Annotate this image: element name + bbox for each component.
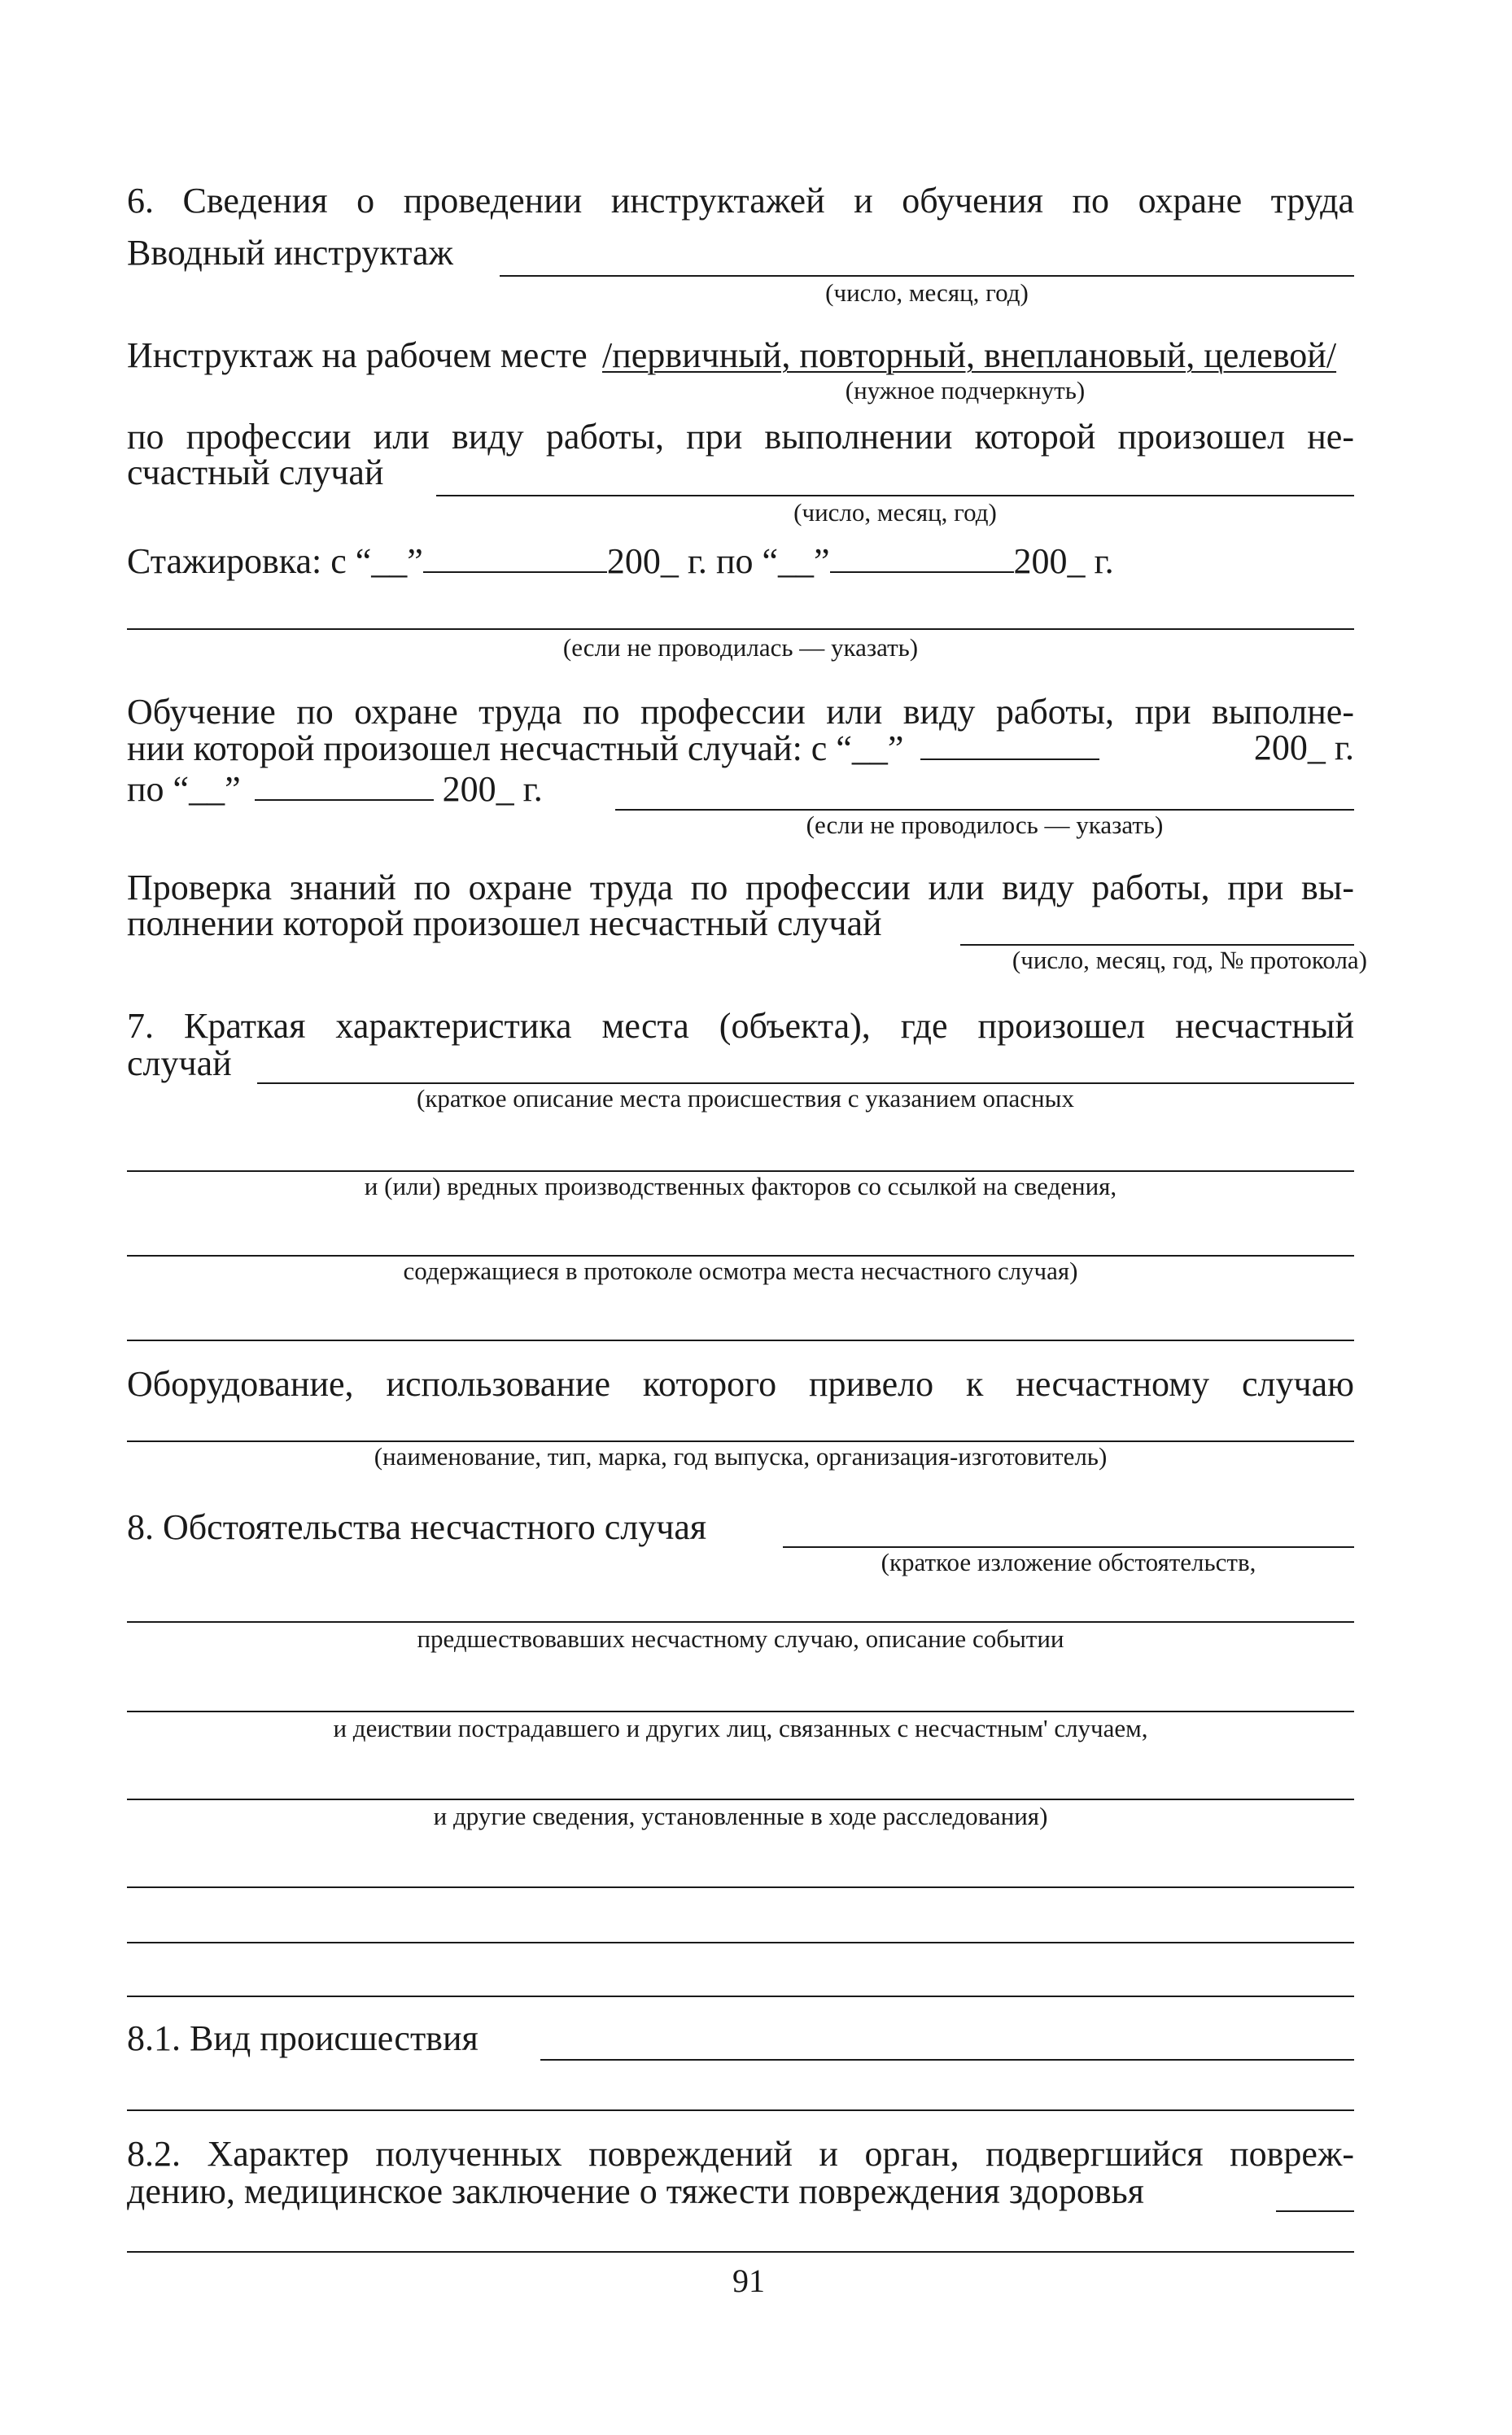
training-text-line2 xyxy=(127,728,1354,769)
internship-end-month-field[interactable] xyxy=(830,540,1014,573)
injuries-field-1[interactable] xyxy=(1276,2210,1354,2212)
section-7-line2: случай xyxy=(127,1043,232,1083)
intro-briefing-field[interactable] xyxy=(500,275,1354,277)
incident-type-field[interactable] xyxy=(540,2059,1354,2061)
workplace-briefing-options: /первичный, повторный, внеплановый, целевой/ xyxy=(602,335,1337,375)
internship-po: по xyxy=(715,541,754,581)
internship-label: Стажировка: с xyxy=(127,541,347,581)
equipment-label: Оборудование, использование которого привело к несчастному случаю xyxy=(127,1364,1354,1404)
circumstances-hint-3: и деиствии пострадавшего и других лиц, связанных с несчастным' случаем, xyxy=(333,1714,1148,1742)
training-po: по xyxy=(127,769,164,809)
injuries-line1: 8.2. Характер полученных повреждений и орган, подвергшийся повреж- xyxy=(127,2134,1354,2174)
page-number: 91 xyxy=(732,2262,765,2299)
profession-text-line1: по профессии или виду работы, при выполнении которой произошел не- xyxy=(127,417,1354,457)
knowledge-check-line1: Проверка знаний по охране труда по профессии или виду работы, при вы- xyxy=(127,868,1354,907)
training-start-month-field[interactable] xyxy=(920,728,1099,760)
date-hint: (число, месяц, год) xyxy=(825,278,1029,307)
knowledge-check-line2: полнении которой произошел несчастный случай xyxy=(127,903,882,943)
underline-hint: (нужное подчеркнуть) xyxy=(845,376,1086,404)
internship-start-year: 200_ г. xyxy=(606,541,707,581)
place-hint-2: и (или) вредных производственных факторов со ссылкой на сведения, xyxy=(364,1172,1117,1200)
training-start-day: “__” xyxy=(836,728,904,768)
circumstances-hint-2: предшествовавших несчастному случаю, описание событии xyxy=(417,1624,1064,1653)
incident-type-label: 8.1. Вид происшествия xyxy=(127,2018,479,2058)
injuries-line2: дению, медицинское заключение о тяжести повреждения здоровья xyxy=(127,2171,1144,2211)
internship-end-year: 200_ г. xyxy=(1013,541,1114,581)
section-8-label: 8. Обстоятельства несчастного случая xyxy=(127,1507,707,1547)
training-text-line3 xyxy=(127,768,543,810)
section-7-line1: 7. Краткая характеристика места (объекта), где произошел несчастный xyxy=(127,1006,1354,1046)
place-description-field-4[interactable] xyxy=(127,1340,1354,1341)
training-hint: (если не проводилось — указать) xyxy=(806,811,1164,839)
place-hint-3: содержащиеся в протоколе осмотра места несчастного случая) xyxy=(403,1257,1078,1285)
circumstances-hint-4: и другие сведения, установленные в ходе расследования) xyxy=(433,1802,1048,1830)
training-text-line1: Обучение по охране труда по профессии или виду работы, при выполне- xyxy=(127,692,1354,732)
training-end-day: “__” xyxy=(173,769,241,809)
internship-hint: (если не проводилась — указать) xyxy=(562,633,919,662)
circumstances-field-7[interactable] xyxy=(127,1996,1354,1997)
training-end-year: 200_ г. xyxy=(442,769,543,809)
equipment-hint: (наименование, тип, марка, год выпуска, организация-изготовитель) xyxy=(374,1442,1108,1471)
circumstances-field-4[interactable] xyxy=(127,1799,1354,1800)
internship-line xyxy=(127,540,1114,582)
internship-end-day: “__” xyxy=(762,541,830,581)
incident-type-field-2[interactable] xyxy=(127,2109,1354,2111)
internship-start-month-field[interactable] xyxy=(423,540,607,573)
profession-text-line2: счастный случай xyxy=(127,452,384,492)
circumstances-field-5[interactable] xyxy=(127,1886,1354,1888)
circumstances-field-2[interactable] xyxy=(127,1621,1354,1623)
internship-start-day: “__” xyxy=(355,541,423,581)
circumstances-field-6[interactable] xyxy=(127,1942,1354,1943)
accident-date-field[interactable] xyxy=(436,495,1354,496)
section-6-heading: 6. Сведения о проведении инструктажей и обучения по охране труда xyxy=(127,181,1354,221)
injuries-field-2[interactable] xyxy=(127,2251,1354,2253)
place-hint-1: (краткое описание места происшествия с указанием опасных xyxy=(417,1084,1074,1113)
workplace-briefing-label: Инструктаж на рабочем месте xyxy=(127,335,588,375)
date-hint: (число, месяц, год) xyxy=(793,498,997,527)
training-start-year: 200_ г. xyxy=(1253,728,1354,767)
knowledge-check-hint: (число, месяц, год, № протокола) xyxy=(1012,946,1367,974)
internship-note-field[interactable] xyxy=(127,628,1354,630)
circumstances-field-3[interactable] xyxy=(127,1711,1354,1712)
circumstances-hint-1: (краткое изложение обстоятельств, xyxy=(881,1548,1256,1576)
training-end-month-field[interactable] xyxy=(255,768,434,801)
intro-briefing-label: Вводный инструктаж xyxy=(127,233,453,273)
training-text: нии которой произошел несчастный случай: с xyxy=(127,728,828,768)
